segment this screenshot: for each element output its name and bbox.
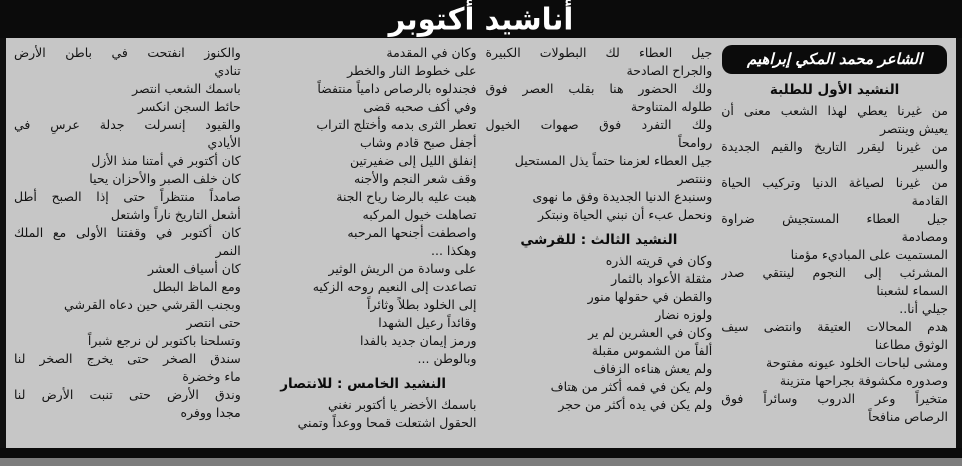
poem-line: والقيود إنسرلت جدلة عرسٍ في xyxy=(14,117,241,132)
poem-line: والسير xyxy=(912,157,948,172)
poem-line: كان أسياف العشر xyxy=(148,261,241,276)
poem-line: تصاهلت خيول المركبه xyxy=(362,207,477,222)
poem-line: من غيرنا ليقرر التاريخ والقيم الجديدة xyxy=(721,139,948,154)
poem-line: أجفل صبح قادم وشاب xyxy=(359,135,477,150)
poem-line: طلوله المتناوحة xyxy=(630,99,713,114)
poem-line: ولوزه نضار xyxy=(655,307,713,322)
poem-line: وتسلحنا باكتوبر لن نرجع شبراً xyxy=(87,333,241,348)
poem-line: الحقول اشتعلت قمحا ووعداً وتمني xyxy=(297,415,477,430)
poem-line: كان خلف الصبر والأحزان يحيا xyxy=(89,171,241,186)
poem-line: سندق الصخر حتى يخرج الصخر لنا xyxy=(14,351,241,366)
poem-columns xyxy=(6,38,956,448)
poem-line: باسمك الأخضر يا أكتوبر نغني xyxy=(328,397,477,412)
poem-line: ولم يكن في يده أكثر من حجر xyxy=(558,397,713,412)
column-anthem-five xyxy=(14,44,241,448)
poem-line: حتى انتصر xyxy=(186,315,241,330)
poem-line: أشعل التاريخ ناراً واشتعل xyxy=(110,207,241,222)
poem-line: تنادي xyxy=(214,63,241,78)
poem-line: روامحاً xyxy=(678,135,713,150)
poem-line: هبت عليه بالرضا رياح الجنة xyxy=(336,189,477,204)
poem-line: وكان في المقدمة xyxy=(386,45,477,60)
poem-line: ولم يكن في فمه أكثر من هتاف xyxy=(550,379,713,394)
poet-name-ribbon: الشاعر محمد المكي إبراهيم xyxy=(722,45,947,74)
poem-line: ألفاً من الشموس مقبلة xyxy=(591,343,713,358)
poem-line: وقائداً رعيل الشهدا xyxy=(378,315,477,330)
poem-line: ورمز إيمان جديد بالفدا xyxy=(359,333,477,348)
anthem-section-header: النشيد الأول للطلبة xyxy=(769,82,900,98)
poem-line: صامداً منتظراً حتى إذا الصبح أطل xyxy=(14,189,241,204)
poem-line: تصاعدت إلى النعيم روحه الزكيه xyxy=(312,279,477,294)
poem-line: المستميت على المباديء مؤمنا xyxy=(790,247,948,262)
poem-line: متخيراً وعر الدروب وسائراً فوق xyxy=(721,391,948,406)
poem-line: مثقلة الأعواد بالثمار xyxy=(611,271,713,286)
poem-line: ولم يعش هناءه الزفاف xyxy=(593,361,713,376)
poem-line: باسمك الشعب انتصر xyxy=(132,81,241,96)
article-body-frame xyxy=(0,38,962,448)
poem-line: وهكذا ... xyxy=(431,243,477,258)
bottom-strip xyxy=(0,458,962,466)
poem-line: وبجنب القرشي حين دعاه القرشي xyxy=(64,297,241,312)
poem-line: من غيرنا لصياغة الدنيا وتركيب الحياة xyxy=(721,175,948,190)
poem-line: جيلي أنا.. xyxy=(899,301,948,316)
poem-line: على وسادة من الريش الوثير xyxy=(328,261,477,276)
poem-line: وقف شعر النجم والأجنه xyxy=(353,171,477,186)
poem-line: فجندلوه بالرصاص دامياً منتفضاً xyxy=(317,81,477,96)
poem-line: والكنوز انفتحت في باطن الأرض xyxy=(14,45,241,60)
poem-line: كان أكتوبر في وقفتنا الأولى مع الملك xyxy=(14,225,241,240)
poem-line: جيل العطاء المستجيش ضراوة xyxy=(721,211,948,226)
poem-line: وكان في العشرين لم ير xyxy=(588,325,713,340)
poem-line: ومصادمة xyxy=(901,229,948,244)
poem-line: كان أكتوبر في أمتنا منذ الأزل xyxy=(91,153,241,168)
poem-line: تعطر الثرى بدمه وأختلج التراب xyxy=(316,117,477,132)
poem-line: حائط السجن انكسر xyxy=(138,99,241,114)
poem-line: هدم المحالات العتيقة وانتضى سيف xyxy=(721,319,948,334)
title-banner xyxy=(0,0,962,38)
poem-line: وسنبدع الدنيا الجديدة وفق ما نهوى xyxy=(532,189,713,204)
anthem-section-header: النشيد الخامس : للانتصار xyxy=(280,376,446,392)
poem-line: ومشى لباحات الخلود عيونه مفتوحة xyxy=(766,355,948,370)
poem-line: وكان في قريته الذره xyxy=(605,253,713,268)
bottom-rule-divider xyxy=(0,448,962,458)
poem-line: الرصاص منافحاً xyxy=(868,409,948,424)
poem-line: ومع الماظ البطل xyxy=(152,279,241,294)
anthem-section-header: النشيد الثالث : للقرشي xyxy=(520,232,678,248)
poem-line: السماء لشعبنا xyxy=(876,283,948,298)
poem-line: جيل العطاء لك البطولات الكبيرة xyxy=(485,45,713,60)
poem-line: جيل العطاء لعزمنا حتماً يذل المستحيل xyxy=(514,153,713,168)
poem-line: والجراح الصادحة xyxy=(626,63,713,78)
page-title: أناشيد أكتوبر xyxy=(388,1,574,37)
poem-line: وفي أكف صحبه قضى xyxy=(363,99,477,114)
poem-line: المشرئب إلى النجوم لينتقي صدر xyxy=(721,265,948,280)
poem-line: مجدا ووفره xyxy=(180,405,241,420)
poem-line: ولك الحضور هنا بقلب العصر فوق xyxy=(485,81,713,96)
poem-line: من غيرنا يعطي لهذا الشعب معنى أن xyxy=(721,103,948,118)
poem-line: وندق الأرض حتى تنبت الأرض لنا xyxy=(14,387,241,402)
poem-line: الأيادي xyxy=(207,135,241,150)
poem-line: والقطن في حقولها منور xyxy=(587,289,713,304)
poem-line: يعيش وينتصر xyxy=(880,121,948,136)
poem-line: على خطوط النار والخطر xyxy=(347,63,477,78)
poem-line: إلى الخلود بطلاً وثائراً xyxy=(367,297,477,312)
poem-line: ونحمل عبء أن نبني الحياة ونبتكر xyxy=(538,207,713,222)
column-anthem-one-continued xyxy=(486,44,713,448)
poem-line: ماء وخضرة xyxy=(182,369,241,384)
poem-line: النمر xyxy=(215,243,241,258)
poem-line: وصدوره مكشوفة بجراحها متزينة xyxy=(779,373,948,388)
column-anthem-one xyxy=(721,44,948,448)
poem-line: واصطفت أجنحها المرحبه xyxy=(347,225,477,240)
poem-line: وننتصر xyxy=(677,171,713,186)
poem-line: إنفلق الليل إلى ضفيرتين xyxy=(350,153,477,168)
poem-line: الوثوق مطاعنا xyxy=(874,337,948,352)
column-anthem-three xyxy=(250,44,477,448)
poem-line: القادمة xyxy=(911,193,948,208)
poem-line: وبالوطن ... xyxy=(417,351,477,366)
poem-line: ولك التفرد فوق صهوات الخيول xyxy=(485,117,713,132)
